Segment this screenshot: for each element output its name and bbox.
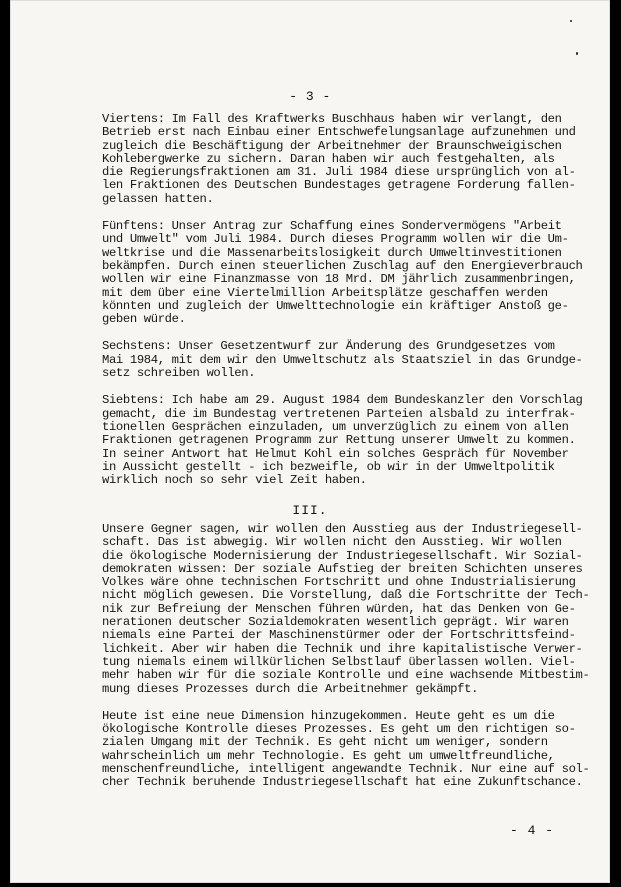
paragraph-line: Heute ist eine neue Dimension hinzugekommen. Heute geht es um die bbox=[102, 708, 555, 723]
paragraph-line: tung niemals einem willkürlichen Selbstlauf überlassen wollen. Viel- bbox=[102, 654, 576, 669]
paragraph bbox=[102, 394, 602, 487]
paragraph-line: tionellen Gesprächen einzuladen, um unverzüglich zu einem von allen bbox=[102, 419, 569, 434]
paragraph-line: Betrieb erst nach Einbau einer Entschwefelungsanlage aufzunehmen und bbox=[102, 125, 576, 140]
paragraph bbox=[102, 340, 602, 380]
paragraph-line: weltkrise und die Massenarbeitslosigkeit durch Umweltinvestitionen bbox=[102, 245, 562, 260]
paragraph-line: In seiner Antwort hat Helmut Kohl ein solches Gespräch für November bbox=[102, 446, 569, 461]
paragraph-line: und Umwelt" vom Juli 1984. Durch dieses Programm wollen wir die Um- bbox=[102, 232, 569, 247]
paragraph-line: Siebtens: Ich habe am 29. August 1984 dem Bundeskanzler den Vorschlag bbox=[102, 393, 583, 408]
paragraph-line: die ökologische Modernisierung der Industriegesellschaft. Wir Sozial- bbox=[102, 548, 583, 563]
paragraph-line: nicht möglich gewesen. Die Vorstellung, daß die Fortschritte der Tech- bbox=[102, 588, 590, 603]
paragraph-line: demokraten wissen: Der soziale Aufstieg der breiten Schichten unseres bbox=[102, 561, 583, 576]
paragraph-line: gemacht, die im Bundestag vertretenen Parteien alsbald zu interfrak- bbox=[102, 406, 576, 421]
page-number-header: - 3 - bbox=[289, 89, 331, 104]
paragraph-line: lichkeit. Aber wir haben die Technik und ihre kapitalistische Verwer- bbox=[102, 641, 583, 656]
paragraph bbox=[102, 523, 602, 696]
paragraph-line: setz schreiben wollen. bbox=[102, 366, 256, 381]
paragraph-line: wollen wir eine Finanzmasse von 18 Mrd. DM jährlich zusammenbringen, bbox=[102, 272, 576, 287]
paragraph-line: Kohlebergwerke zu sichern. Daran haben wir auch festgehalten, als bbox=[102, 151, 555, 166]
paragraph-line: Fraktionen getragenen Programm zur Rettung unserer Umwelt zu kommen. bbox=[102, 433, 576, 448]
paragraph-line: in Aussicht gestellt - ich bezweifle, ob wir in der Umweltpolitik bbox=[102, 459, 555, 474]
paragraph-line: Sechstens: Unser Gesetzentwurf zur Änderung des Grundgesetzes vom bbox=[102, 339, 555, 354]
page-number-footer: - 4 - bbox=[510, 823, 555, 838]
body-text-bottom bbox=[102, 523, 602, 790]
paragraph-line: zialen Umgang mit der Technik. Es geht nicht um weniger, sondern bbox=[102, 735, 548, 750]
paragraph bbox=[102, 710, 602, 790]
section-heading: III. bbox=[292, 503, 328, 518]
paragraph-line: könnten und zugleich der Umwelttechnologie ein kräftiger Anstoß ge- bbox=[102, 298, 569, 313]
paragraph-line: bekämpfen. Durch einen steuerlichen Zuschlag auf den Energieverbrauch bbox=[102, 258, 583, 273]
paragraph-line: niemals eine Partei der Maschinenstürmer oder der Fortschrittsfeind- bbox=[102, 628, 576, 643]
paragraph-line: zugleich die Beschäftigung der Arbeitnehmer der Braunschweigischen bbox=[102, 138, 562, 153]
scan-speck bbox=[570, 20, 572, 22]
paragraph-line: wahrscheinlich um mehr Technologie. Es geht um umweltfreundliche, bbox=[102, 748, 555, 763]
paragraph-line: gelassen hatten. bbox=[102, 191, 214, 206]
paragraph bbox=[102, 113, 602, 206]
paragraph-line: die Regierungsfraktionen am 31. Juli 1984 diese ursprünglich von al- bbox=[102, 165, 576, 180]
paragraph-line: geben würde. bbox=[102, 312, 186, 327]
scan-speck bbox=[576, 52, 578, 55]
paragraph-line: Volkes wäre ohne technischen Fortschritt und ohne Industrialisierung bbox=[102, 575, 576, 590]
paragraph-line: menschenfreundliche, intelligent angewandte Technik. Nur eine auf sol- bbox=[102, 762, 590, 777]
paragraph-line: nik zur Befreiung der Menschen führen würden, hat das Denken von Ge- bbox=[102, 601, 576, 616]
paragraph-line: nerationen deutscher Sozialdemokraten wesentlich geprägt. Wir waren bbox=[102, 615, 569, 630]
paragraph-line: wirklich noch so sehr viel Zeit haben. bbox=[102, 473, 367, 488]
paragraph-line: mit dem über eine Viertelmillion Arbeitsplätze geschaffen werden bbox=[102, 285, 548, 300]
paragraph-line: ökologische Kontrolle dieses Prozesses. Es geht um den richtigen so- bbox=[102, 722, 576, 737]
document-page bbox=[10, 0, 610, 883]
paragraph-line: Unsere Gegner sagen, wir wollen den Ausstieg aus der Industriegesell- bbox=[102, 522, 583, 536]
paragraph-line: len Fraktionen des Deutschen Bundestages getragene Forderung fallen- bbox=[102, 178, 576, 193]
paragraph-line: mung dieses Prozesses durch die Arbeitnehmer gekämpft. bbox=[102, 681, 479, 696]
paragraph bbox=[102, 220, 602, 326]
body-text-top bbox=[102, 113, 602, 487]
paragraph-line: cher Technik beruhende Industriegesellschaft hat eine Zukunftschance. bbox=[102, 775, 583, 790]
paragraph-line: schaft. Das ist abwegig. Wir wollen nicht den Ausstieg. Wir wollen bbox=[102, 535, 562, 550]
paragraph-line: mehr haben wir für die soziale Kontrolle und eine wachsende Mitbestim- bbox=[102, 668, 590, 683]
paragraph-line: Mai 1984, mit dem wir den Umweltschutz als Staatsziel in das Grundge- bbox=[102, 352, 583, 367]
paragraph-line: Fünftens: Unser Antrag zur Schaffung eines Sondervermögens "Arbeit bbox=[102, 219, 562, 234]
paragraph-line: Viertens: Im Fall des Kraftwerks Buschhaus haben wir verlangt, den bbox=[102, 112, 562, 126]
